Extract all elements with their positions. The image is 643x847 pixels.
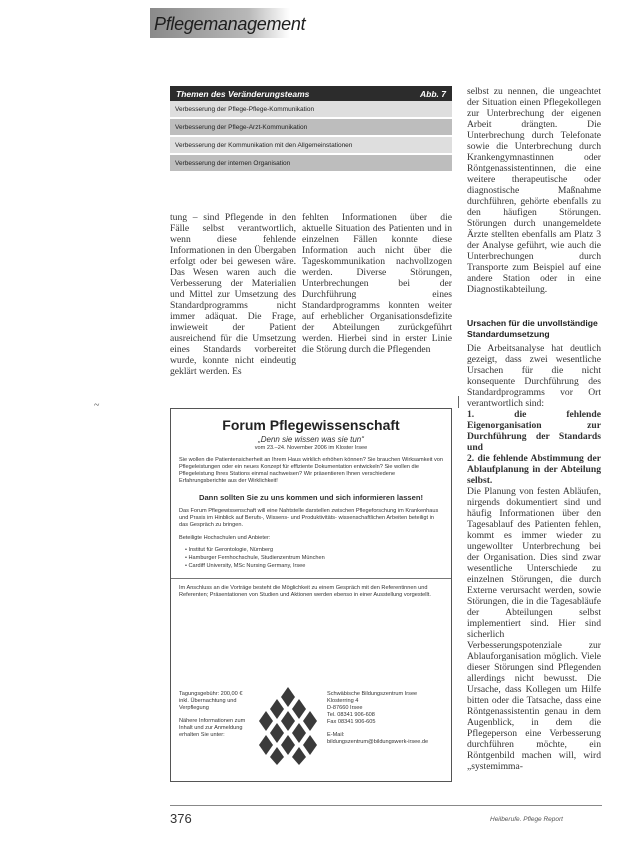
contact-email-label: E-Mail: [327,732,345,738]
page-number: 376 [170,811,192,826]
ad-call-to-action: Dann sollten Sie zu uns kommen und sich informieren lassen! [198,493,424,502]
theme-row: Verbesserung der Pflege-Pflege-Kommunikation [170,101,452,119]
footer-rule [170,805,602,806]
body-column-right-lower [467,343,601,772]
ad-partner-list [185,546,443,570]
themes-box-title: Themen des Veränderungsteams [176,88,310,99]
ad-title: Forum Pflegewissenschaft [222,417,400,433]
themes-box-header [170,86,452,101]
body-column-right [467,86,601,295]
paragraph: tung – sind Pflegende in den Fälle selbst verantwortlich, wenn diese fehlende Informationen in den Übergaben erfolgt oder bei gewesen wäre. Das Wesen waren auch die Verbesserung der Materialien und Mittel zur Umsetzung des Standardprogramms nicht immer adäquat. Die Frage, inwieweit der Patient ausreichend für die Umsetzung eines Standards vorbereitet wurde, konnte nicht eindeutig geklärt werden. Es [170,212,296,377]
theme-row: Verbesserung der internen Organisation [170,155,452,173]
contact-address: Klosterring 4 [327,698,359,704]
ad-divider [171,578,451,579]
ad-fee-block [179,691,249,739]
contact-org: Schwäbische Bildungszentrum Irsee [327,691,418,697]
fee-note: inkl. Übernachtung und Verpflegung [179,698,237,711]
fee-info: Nähere Informationen zum Inhalt und zur Anmeldung erhalten Sie unter: [179,718,246,738]
list-item: 2. die fehlende Abstimmung der Ablaufplanung in der Abteilung selbst. [467,453,601,486]
ad-contact-block [327,691,445,746]
ad-footer [171,685,451,775]
theme-row: Verbesserung der Pflege-Arzt-Kommunikation [170,119,452,137]
section-subheading: Ursachen für die unvollständige Standardumsetzung [467,318,598,339]
paragraph: Die Planung von festen Abläufen, nirgends dokumentiert sind und häufig Informationen über den Tagesablauf des Patienten fehlen, kommt es immer wieder zu ungewollter Unterbrechung bei der Organisation. Dies sind zwar wesentliche Unterschiede zu einzelnen Störungen, die durch Externe verursacht werden, sowie Störungen, die in die Tagesabläufe der Abteilungen selbst implementiert sind. Hier sind sicherlich Verbesserungspotenziale zur Ablauforganisation möglich. Viele dieser Störungen sind Pflegenden allerdings nicht bewusst. Die Ursache, dass Kollegen um Hilfe bitten oder die Tatsache, dass eine Röntgenassistentin genau in dem Augenblick, in dem die Pflegeperson eine Verbesserung durchführen möchte, ein Röntgenbild machen will, wird „systemimma- [467,486,601,772]
contact-city: D-87660 Irsee [327,705,363,711]
paragraph: fehlten Informationen über die aktuelle Situation des Patienten und in einzelnen Fällen konnte diese Information auch nicht über die Tageskommunikation nachvollzogen werden. Diverse Störungen, Unterbrechungen bei der Durchführung eines Standardprogramms konnten weiter auf erheblicher Organisationsdefizite der Abteilungen zurückgeführt werden. Hierbei sind in erster Linie die Störung durch die Pflegenden [302,212,452,355]
scan-mark: ~ [94,400,100,411]
diamond-logo-icon [257,685,319,767]
contact-phone: Tel. 08341 906-608 [327,712,375,718]
list-item: • Institut für Gerontologie, Nürnberg [185,547,274,553]
contact-fax: Fax 08341 906-605 [327,719,376,725]
paragraph: Die Arbeitsanalyse hat deutlich gezeigt, dass zwei wesentliche Ursachen für die nicht konsequente Durchführung des Standardprogramms vor Ort verantwortlich sind: [467,343,601,409]
list-item: 1. die fehlende Eigenorganisation zur Durchführung der Standards und [467,409,601,453]
ad-body: Das Forum Pflegewissenschaft will eine Nahtstelle darstellen zwischen Pflegeforschung im Krankenhaus und Praxis im Hinblick auf Berufs-, Wissens- und Produktivitäts- wissenschaftlichen Arbeiten beteiligt in das Gespräch zu bringen. [179,508,439,528]
ad-intro: Sie wollen die Patientensicherheit an Ihrem Haus wirklich erhöhen können? Sie brauchen Wirksamkeit von Pflegeleistungen oder ein neues Konzept für effiziente Dokumentation entwickeln? Sie wollen die Pflegeleistung Ihres Stations einmal nachweisen? Wir präsentieren Ihnen verschiedene Erfahrungsberichte aus der Wirklichkeit! [179,457,443,484]
advertisement [170,408,452,782]
section-title: Pflegemanagement [154,14,306,34]
body-column-middle [302,212,452,355]
ad-note: Im Anschluss an die Vorträge besteht die Möglichkeit zu einem Gespräch mit den Referentinnen und Referenten; Präsentationen von Studien und Aktionen werden ebenso in einer Ausstellung vorgestellt. [179,585,431,598]
fee-label: Tagungsgebühr: 200,00 € [179,691,243,697]
paragraph: selbst zu nennen, die ungeachtet der Situation einen Pflegekollegen zur Unterbrechung der eigenen Arbeit drängten. Die Unterbrechung durch Telefonate sowie die Unterbrechung durch Krankengymnastinnen oder Röntgenassistentinnen, die eine weitere therapeutische oder diagnostische Maßnahme durchführen, gehörte ebenfalls zu den häufigen Störungen. Störungen durch unangemeldete Ärzte stellten ebenfalls am Platz 3 der Analyse geführt, wie auch die Unterbrechungen durch Transporte zum Beispiel auf eine andere Station oder in eine Diagnostikabteilung. [467,86,601,295]
list-item: • Cardiff University, MSc Nursing Germany, Irsee [185,563,306,569]
journal-name: Heilberufe. Pflege Report [490,816,563,823]
divider-line [458,396,459,408]
contact-email: bildungszentrum@bildungswerk-irsee.de [327,739,429,745]
list-item: • Hamburger Fernhochschule, Studienzentrum München [185,555,325,561]
figure-label: Abb. 7 [420,88,446,99]
ad-partners-label: Beteiligte Hochschulen und Anbieter: [179,535,271,541]
ad-subtitle: „Denn sie wissen was sie tun“ [258,435,364,444]
themes-box [170,86,452,173]
body-column-left [170,212,296,377]
theme-row: Verbesserung der Kommunikation mit den Allgemeinstationen [170,137,452,155]
ad-date: vom 23.–24. November 2006 im Kloster Irsee [254,445,368,451]
